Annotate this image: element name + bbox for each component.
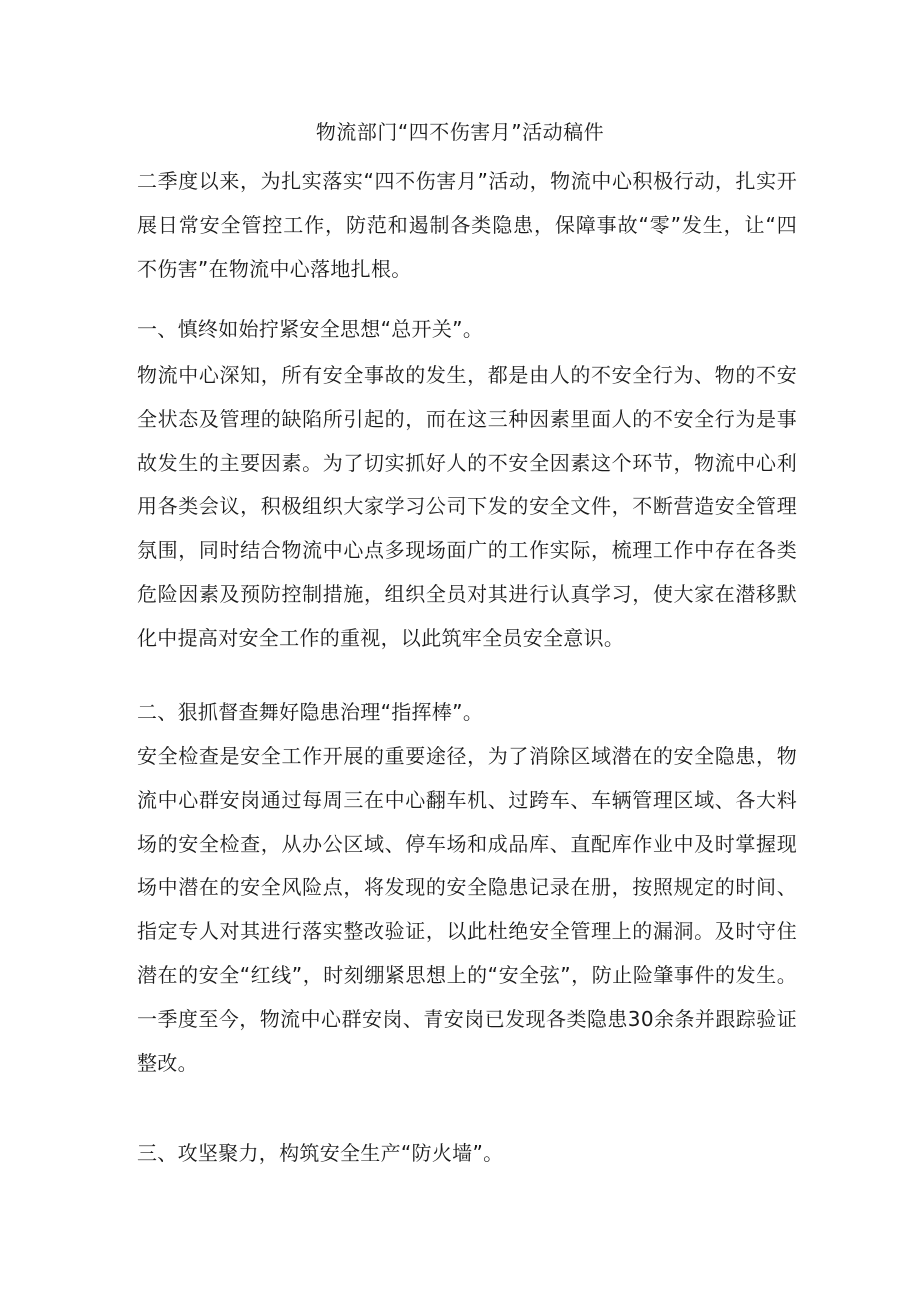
document-title: 物流部门“四不伤害月”活动稿件 <box>315 120 605 144</box>
section1-heading: 一、慎终如始拧紧安全思想“总开关”。 <box>137 317 484 341</box>
section3-heading: 三、攻坚聚力，构筑安全生产“防火墙”。 <box>137 1141 504 1165</box>
section2-heading: 二、狠抓督查舞好隐患治理“指挥棒”。 <box>137 700 484 724</box>
intro-paragraph: 二季度以来，为扎实落实“四不伤害月”活动，物流中心积极行动，扎实开展日常安全管控工作，防范和遏制各类隐患，保障事故“零”发生，让“四不伤害”在物流中心落地扎根。 <box>137 169 797 281</box>
section2-paragraph: 安全检查是安全工作开展的重要途径，为了消除区域潜在的安全隐患，物流中心群安岗通过每周三在中心翻车机、过跨车、车辆管理区域、各大料场的安全检查，从办公区域、停车场和成品库、直配库作业中及时掌握现场中潜在的安全风险点，将发现的安全隐患记录在册，按照规定的时间、指定专人对其进行落实整改验证，以此杜绝安全管理上的漏洞。及时守住潜在的安全“红线”，时刻绷紧思想上的“安全弦”，防止险肇事件的发生。一季度至今，物流中心群安岗、青安岗已发现各类隐患30余条并跟踪验证整改。 <box>137 744 797 1075</box>
section1-paragraph: 物流中心深知，所有安全事故的发生，都是由人的不安全行为、物的不安全状态及管理的缺陷所引起的，而在这三种因素里面人的不安全行为是事故发生的主要因素。为了切实抓好人的不安全因素这个环节，物流中心利用各类会议，积极组织大家学习公司下发的安全文件，不断营造安全管理氛围，同时结合物流中心点多现场面广的工作实际，梳理工作中存在各类危险因素及预防控制措施，组织全员对其进行认真学习，使大家在潜移默化中提高对安全工作的重视，以此筑牢全员安全意识。 <box>137 363 797 650</box>
